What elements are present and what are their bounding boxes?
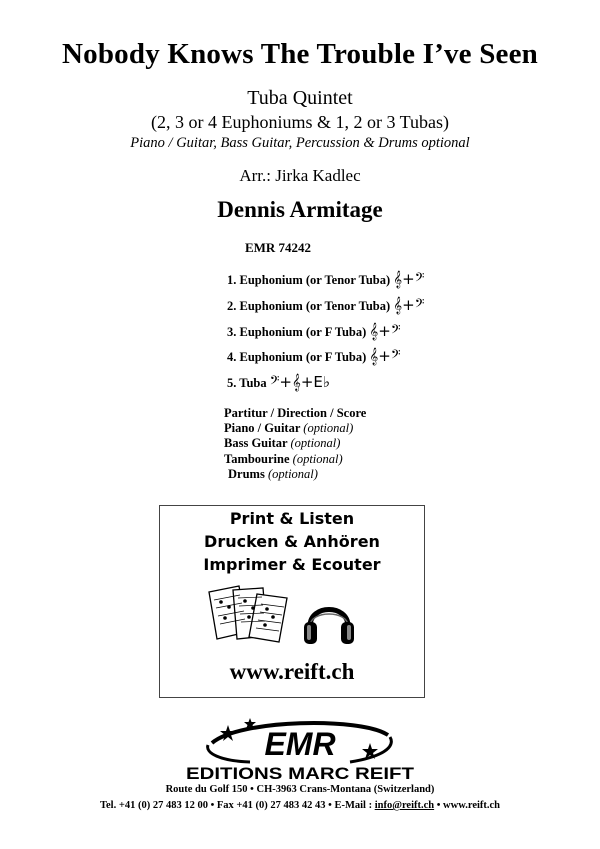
contact-phone-fax: Tel. +41 (0) 27 483 12 00 • Fax +41 (0) 27 483 42 43 • E-Mail : xyxy=(99,800,375,811)
extra-bass-guitar xyxy=(224,436,340,451)
publisher-contact xyxy=(0,800,600,811)
headphones-icon xyxy=(302,592,356,648)
part-3 xyxy=(227,322,401,340)
catalog-number: EMR 74242 xyxy=(244,240,312,255)
part-label: 5. Tuba xyxy=(227,376,267,390)
clef-icon: 𝄞+𝄢 xyxy=(393,270,425,288)
part-label: 3. Euphonium (or F Tuba) xyxy=(227,325,367,339)
clef-icon: 𝄢+𝄞+E♭ xyxy=(269,373,330,391)
extra-label: Bass Guitar xyxy=(224,436,288,450)
part-4 xyxy=(227,347,401,365)
emr-logo xyxy=(150,713,450,783)
part-label: 4. Euphonium (or F Tuba) xyxy=(227,350,367,364)
promo-line-fr: Imprimer & Ecouter xyxy=(203,555,381,574)
extra-note: (optional) xyxy=(303,421,354,435)
extra-label: Piano / Guitar xyxy=(224,421,301,435)
extra-note: (optional) xyxy=(290,436,341,450)
emr-logo-text: EMR xyxy=(264,726,336,762)
instrumentation: (2, 3 or 4 Euphoniums & 1, 2 or 3 Tubas) xyxy=(150,112,449,132)
extra-score xyxy=(224,406,366,421)
extra-piano xyxy=(224,421,353,436)
promo-line-en: Print & Listen xyxy=(229,509,355,528)
extra-note: (optional) xyxy=(267,467,318,481)
optional-instruments: Piano / Guitar, Bass Guitar, Percussion & Drums optional xyxy=(130,135,470,151)
publisher-address: Route du Golf 150 • CH-3963 Crans-Montana (Switzerland) xyxy=(165,784,435,795)
extra-drums xyxy=(228,467,318,482)
contact-website: • www.reift.ch xyxy=(434,800,501,811)
extra-note: (optional) xyxy=(292,452,343,466)
part-label: 2. Euphonium (or Tenor Tuba) xyxy=(227,299,391,313)
part-2 xyxy=(227,296,424,314)
subtitle: Tuba Quintet xyxy=(247,87,353,109)
part-5 xyxy=(227,373,330,391)
part-label: 1. Euphonium (or Tenor Tuba) xyxy=(227,273,391,287)
clef-icon: 𝄞+𝄢 xyxy=(393,296,425,314)
promo-line-de: Drucken & Anhören xyxy=(204,532,380,551)
part-1 xyxy=(227,270,424,288)
sheet-music-icon xyxy=(205,582,295,644)
clef-icon: 𝄞+𝄢 xyxy=(369,322,401,340)
page-title: Nobody Knows The Trouble I’ve Seen xyxy=(62,38,538,70)
extra-label: Drums xyxy=(228,467,265,481)
clef-icon: 𝄞+𝄢 xyxy=(369,347,401,365)
publisher-name: EDITIONS MARC REIFT xyxy=(186,764,415,783)
promo-website: www.reift.ch xyxy=(229,659,355,684)
extra-tambourine xyxy=(224,452,343,467)
arranger: Arr.: Jirka Kadlec xyxy=(239,166,361,185)
email-link[interactable]: info@reift.ch xyxy=(374,800,435,811)
composer: Dennis Armitage xyxy=(217,197,383,222)
extra-label: Tambourine xyxy=(224,452,290,466)
extra-label: Partitur / Direction / Score xyxy=(224,406,367,420)
